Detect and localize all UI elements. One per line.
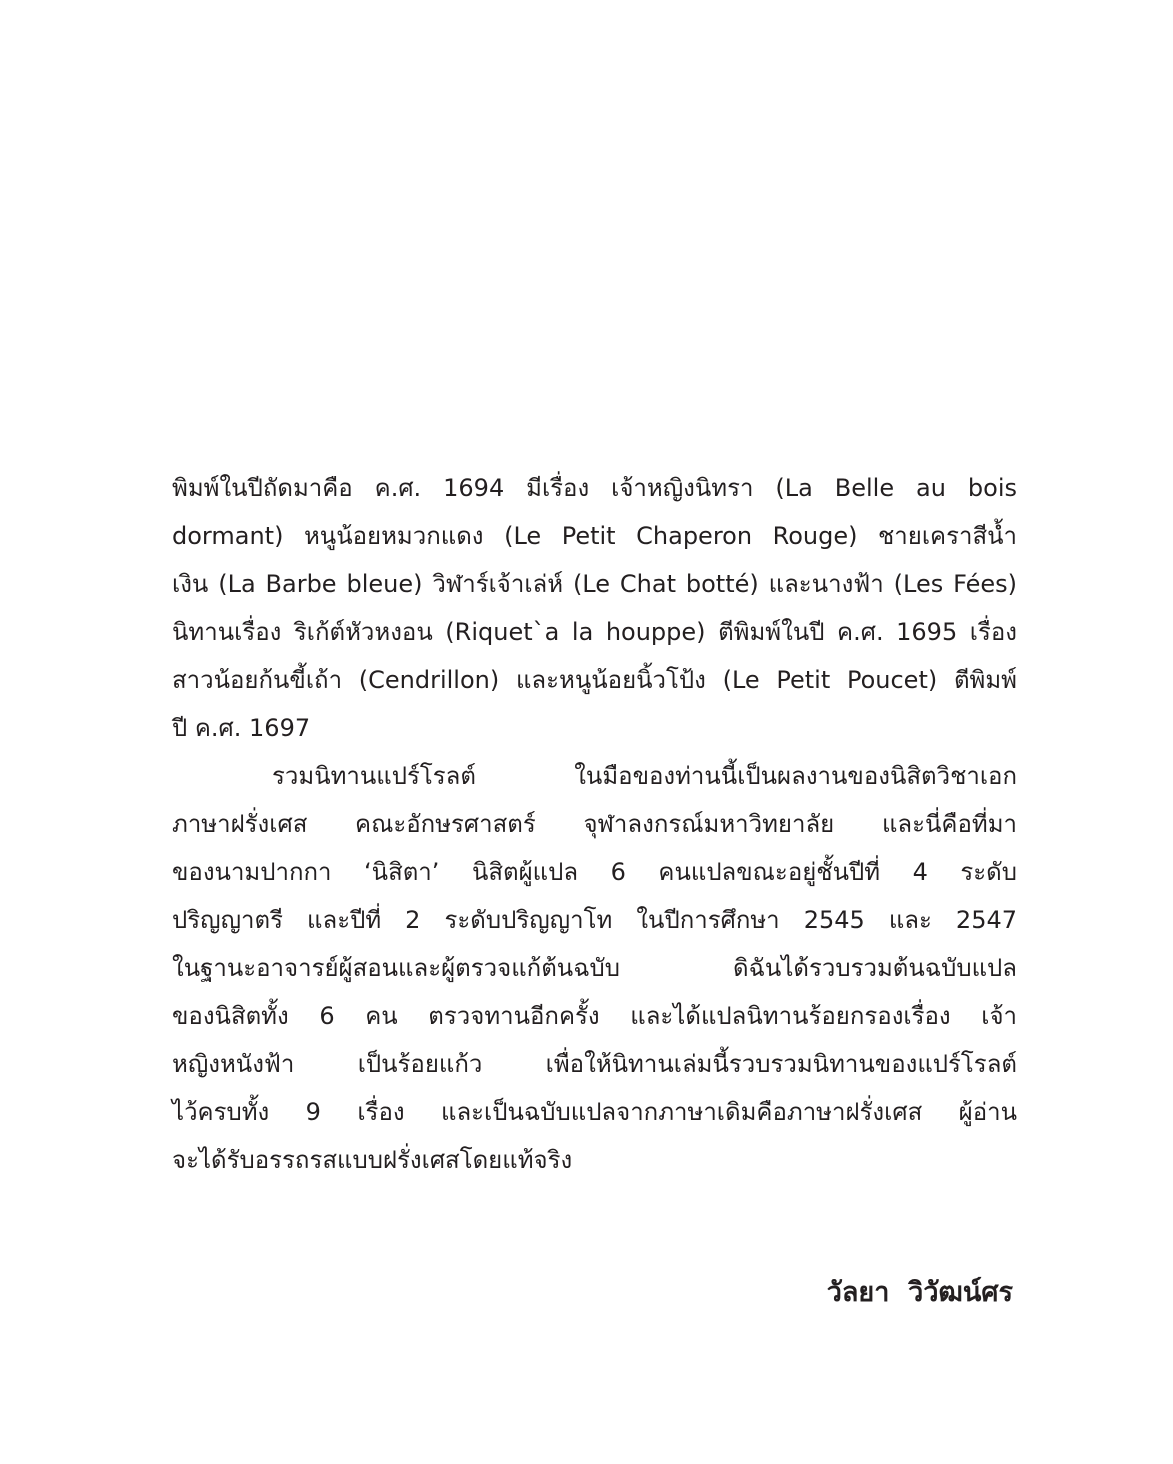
text-line: ภาษาฝรั่งเศส คณะอักษรศาสตร์ จุฬาลงกรณ์มหาวิทยาลัย และนี่คือที่มา (172, 810, 1017, 838)
text-line: ปริญญาตรี และปีที่ 2 ระดับปริญญาโท ในปีการศึกษา 2545 และ 2547 (172, 906, 1017, 934)
text-line: นิทานเรื่อง ริเก้ต์หัวหงอน (Riquet`a la houppe) ตีพิมพ์ในปี ค.ศ. 1695 เรื่อง (172, 618, 1017, 646)
text-line: จะได้รับอรรถรสแบบฝรั่งเศสโดยแท้จริง (172, 1146, 573, 1174)
text-line: เงิน (La Barbe bleue) วิฬาร์เจ้าเล่ห์ (Le Chat botté) และนางฟ้า (Les Fées) (172, 570, 1017, 598)
text-line: รวมนิทานแปร์โรลต์ ในมือของท่านนี้เป็นผลงานของนิสิตวิชาเอก (272, 762, 1017, 790)
text-line: ในฐานะอาจารย์ผู้สอนและผู้ตรวจแก้ต้นฉบับ ดิฉันได้รวบรวมต้นฉบับแปล (172, 954, 1017, 982)
body-text (172, 464, 1017, 1184)
text-line: ปี ค.ศ. 1697 (172, 714, 311, 742)
author-signature: วัลยา วิวัฒน์ศร (826, 1277, 1013, 1308)
text-line: ไว้ครบทั้ง 9 เรื่อง และเป็นฉบับแปลจากภาษาเดิมคือภาษาฝรั่งเศส ผู้อ่าน (172, 1098, 1017, 1126)
text-line: ของนามปากกา ‘นิสิตา’ นิสิตผู้แปล 6 คนแปลขณะอยู่ชั้นปีที่ 4 ระดับ (172, 858, 1017, 886)
text-line: dormant) หนูน้อยหมวกแดง (Le Petit Chaperon Rouge) ชายเคราสีน้ำ (172, 522, 1017, 550)
text-line: สาวน้อยก้นขี้เถ้า (Cendrillon) และหนูน้อยนิ้วโป้ง (Le Petit Poucet) ตีพิมพ์ (172, 666, 1017, 694)
text-line: พิมพ์ในปีถัดมาคือ ค.ศ. 1694 มีเรื่อง เจ้าหญิงนิทรา (La Belle au bois (172, 474, 1017, 502)
text-line: ของนิสิตทั้ง 6 คน ตรวจทานอีกครั้ง และได้แปลนิทานร้อยกรองเรื่อง เจ้า (172, 1002, 1017, 1030)
text-line: หญิงหนังฟ้า เป็นร้อยแก้ว เพื่อให้นิทานเล่มนี้รวบรวมนิทานของแปร์โรลต์ (172, 1050, 1017, 1078)
